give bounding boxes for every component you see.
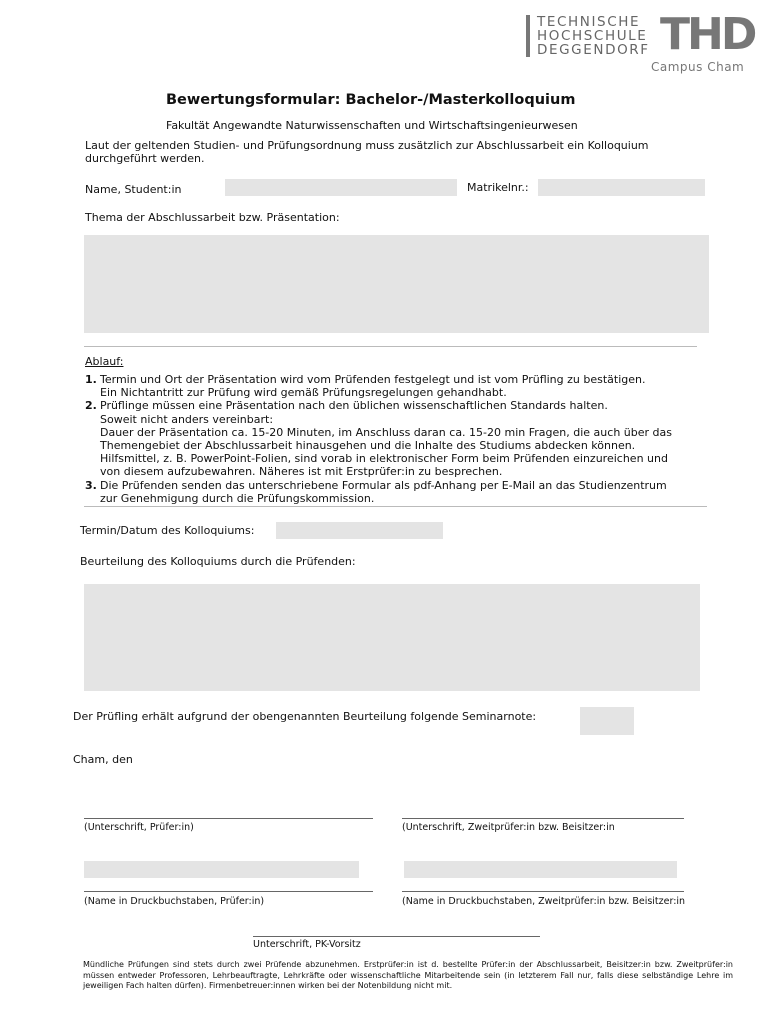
step-line: Soweit nicht anders vereinbart: (100, 412, 274, 426)
step-line: Die Prüfenden senden das unterschriebene Formular als pdf-Anhang per E-Mail an das Studienzentrum (100, 478, 667, 492)
student-name-field[interactable] (225, 179, 457, 196)
signature-line (402, 818, 684, 819)
zweitpruefer-name-caption: (Name in Druckbuchstaben, Zweitprüfer:in bzw. Beisitzer:in (402, 896, 686, 907)
step-line: Hilfsmittel, z. B. PowerPoint-Folien, sind vorab in elektronischer Form beim Prüfenden einzureichen und (100, 452, 668, 466)
signature-line (402, 891, 684, 892)
campus-label: Campus Cham (651, 60, 745, 74)
signature-line (253, 936, 540, 937)
logo-word: DEGGENDORF (537, 42, 650, 58)
beurteilung-field[interactable] (84, 584, 700, 691)
step-line: Prüflinge müssen eine Präsentation nach den üblichen wissenschaftlichen Standards halten. (100, 399, 608, 413)
ablauf-step (85, 373, 725, 399)
logo-mark: THD (660, 9, 755, 60)
matrikel-label: Matrikelnr.: (467, 181, 529, 194)
step-line: zur Genehmigung durch die Prüfungskommission. (100, 491, 375, 505)
zweitpruefer-signature-caption: (Unterschrift, Zweitprüfer:in bzw. Beisitzer:in (402, 822, 615, 833)
termin-label: Termin/Datum des Kolloquiums: (80, 524, 255, 537)
zweitpruefer-name-field[interactable] (404, 861, 677, 878)
page-title: Bewertungsformular: Bachelor-/Masterkolloquium (166, 92, 576, 108)
step-number: 2. (85, 399, 97, 413)
logo-word: HOCHSCHULE (537, 28, 648, 44)
matrikel-field[interactable] (538, 179, 705, 196)
thema-field[interactable] (84, 235, 709, 333)
ablauf-step (85, 399, 725, 478)
ablauf-step (85, 479, 725, 505)
step-number: 3. (85, 478, 97, 492)
pk-vorsitz-caption: Unterschrift, PK-Vorsitz (253, 939, 361, 950)
logo-bar (526, 15, 530, 57)
thema-label: Thema der Abschlussarbeit bzw. Präsentation: (85, 211, 340, 224)
step-line: Dauer der Präsentation ca. 15-20 Minuten, im Anschluss daran ca. 15-20 min Fragen, die auch über das (100, 425, 672, 439)
note-field[interactable] (580, 707, 634, 735)
signature-line (84, 891, 373, 892)
logo-word: TECHNISCHE (537, 14, 641, 30)
place-date-label: Cham, den (73, 753, 133, 766)
footnote: Mündliche Prüfungen sind stets durch zwei Prüfende abzunehmen. Erstprüfer:in ist d. bestellte Prüfer:in der Abschlussarbeit, Beisitzer:in bzw. Zweitprüfer:in müssen entweder Professoren, Lehrbeauftragte, Lehrkräfte oder wissenschaftliche Mitarbeitende sein (in letzterem Fall nur, falls diese selbständige Lehre im jeweiligen Fach halten dürfen). Firmenbetreuer:innen wirken bei der Notenbildung nicht mit. (83, 960, 733, 990)
step-line: Termin und Ort der Präsentation wird vom Prüfenden festgelegt und ist vom Prüfling zu bestätigen. (100, 373, 646, 386)
pruefer-name-field[interactable] (84, 861, 359, 878)
step-line: Ein Nichtantritt zur Prüfung wird gemäß Prüfungsregelungen gehandhabt. (100, 386, 507, 400)
beurteilung-label: Beurteilung des Kolloquiums durch die Prüfenden: (80, 555, 356, 568)
step-line: Themengebiet der Abschlussarbeit hinausgehen und die Inhalte des Studiums abdecken können. (100, 439, 636, 453)
pruefer-name-caption: (Name in Druckbuchstaben, Prüfer:in) (84, 896, 265, 907)
ablauf-steps (85, 373, 725, 505)
note-label: Der Prüfling erhält aufgrund der obengenannten Beurteilung folgende Seminarnote: (73, 710, 537, 723)
step-number: 1. (85, 373, 97, 386)
faculty-subtitle: Fakultät Angewandte Naturwissenschaften und Wirtschaftsingenieurwesen (166, 119, 578, 132)
pruefer-signature-caption: (Unterschrift, Prüfer:in) (84, 822, 194, 833)
intro-text: Laut der geltenden Studien- und Prüfungsordnung muss zusätzlich zur Abschlussarbeit ein Kolloquium durchgeführt werden. (85, 139, 649, 165)
termin-field[interactable] (276, 522, 443, 539)
divider (84, 346, 697, 347)
step-line: von diesem aufzubewahren. Näheres ist mit Erstprüfer:in zu besprechen. (100, 465, 503, 479)
logo-wordmark (537, 15, 657, 57)
ablauf-heading: Ablauf: (85, 355, 124, 368)
divider (84, 506, 707, 507)
student-name-label: Name, Student:in (85, 183, 182, 196)
signature-line (84, 818, 373, 819)
